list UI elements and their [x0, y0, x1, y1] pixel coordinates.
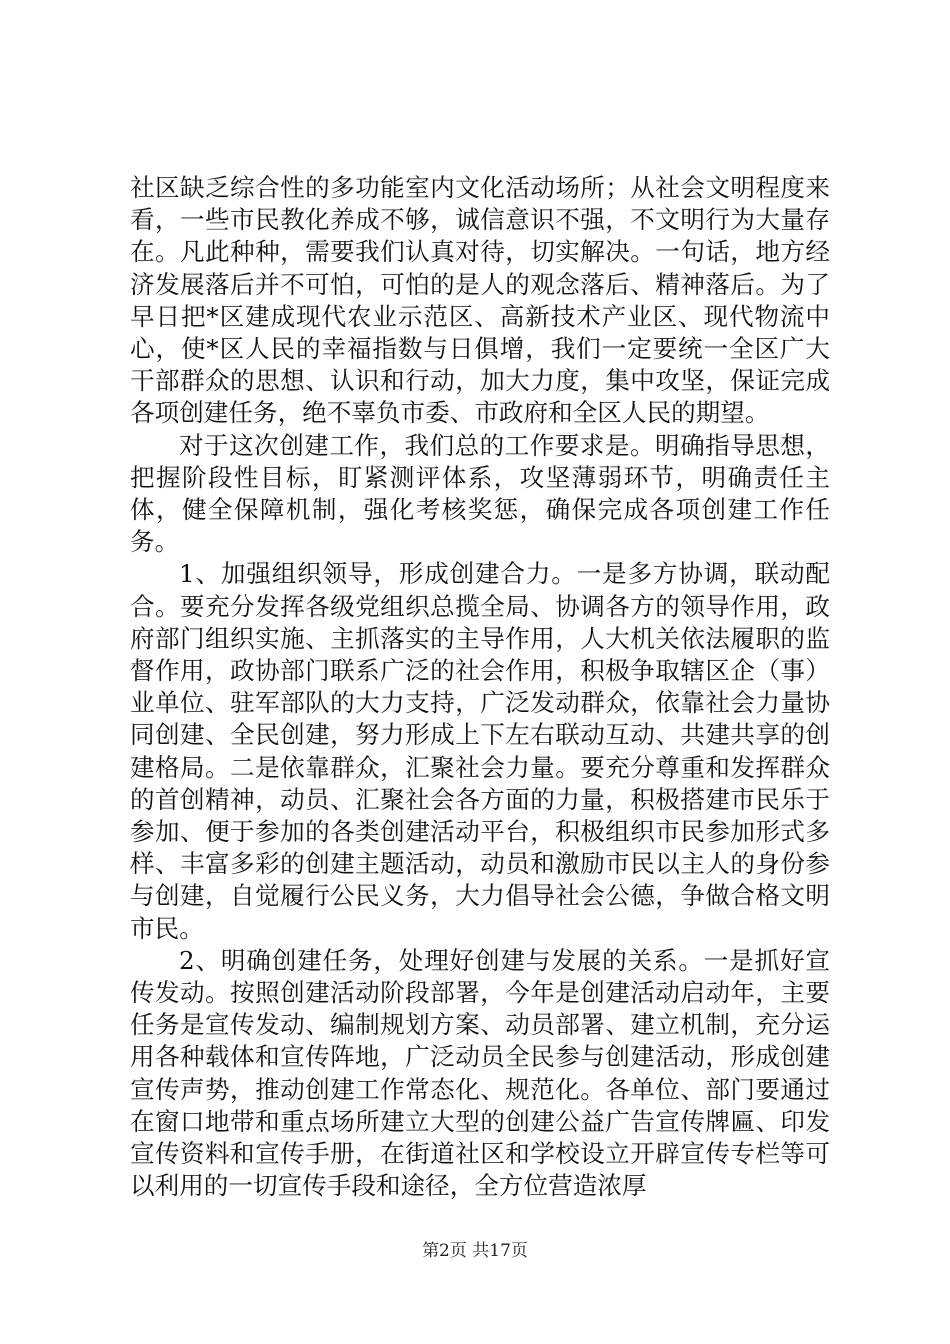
page-number-footer: 第2页 共17页 [422, 1241, 528, 1261]
paragraph-section-1: 1、加强组织领导，形成创建合力。一是多方协调，联动配合。要充分发挥各级党组织总揽全局、协调各方的领导作用，政府部门组织实施、主抓落实的主导作用，人大机关依法履职的监督作用，政协部门联系广泛的社会作用，积极争取辖区企（事）业单位、驻军部队的大力支持，广泛发动群众，依靠社会力量协同创建、全民创建，努力形成上下左右联动互动、共建共享的创建格局。二是依靠群众，汇聚社会力量。要充分尊重和发挥群众的首创精神，动员、汇聚社会各方面的力量，积极搭建市民乐于参加、便于参加的各类创建活动平台，积极组织市民参加形式多样、丰富多彩的创建主题活动，动员和激励市民以主人的身份参与创建，自觉履行公民义务，大力倡导社会公德，争做合格文明市民。 [130, 559, 830, 943]
paragraph-section-2: 2、明确创建任务，处理好创建与发展的关系。一是抓好宣传发动。按照创建活动阶段部署，今年是创建活动启动年，主要任务是宣传发动、编制规划方案、动员部署、建立机制，充分运用各种载体和宣传阵地，广泛动员全民参与创建活动，形成创建宣传声势，推动创建工作常态化、规范化。各单位、部门要通过在窗口地带和重点场所建立大型的创建公益广告宣传牌匾、印发宣传资料和宣传手册，在街道社区和学校设立开辟宣传专栏等可以利用的一切宣传手段和途径，全方位营造浓厚 [130, 945, 830, 1201]
paragraph-requirements: 对于这次创建工作，我们总的工作要求是。明确指导思想，把握阶段性目标，盯紧测评体系，攻坚薄弱环节，明确责任主体，健全保障机制，强化考核奖惩，确保完成各项创建工作任务。 [130, 430, 830, 557]
paragraph-continuation: 社区缺乏综合性的多功能室内文化活动场所；从社会文明程度来看，一些市民教化养成不够，诚信意识不强，不文明行为大量存在。凡此种种，需要我们认真对待，切实解决。一句话，地方经济发展落后并不可怕，可怕的是人的观念落后、精神落后。为了早日把*区建成现代农业示范区、高新技术产业区、现代物流中心，使*区人民的幸福指数与日俱增，我们一定要统一全区广大干部群众的思想、认识和行动，加大力度，集中攻坚，保证完成各项创建任务，绝不辜负市委、市政府和全区人民的期望。 [130, 173, 830, 428]
document-body [130, 172, 830, 1203]
